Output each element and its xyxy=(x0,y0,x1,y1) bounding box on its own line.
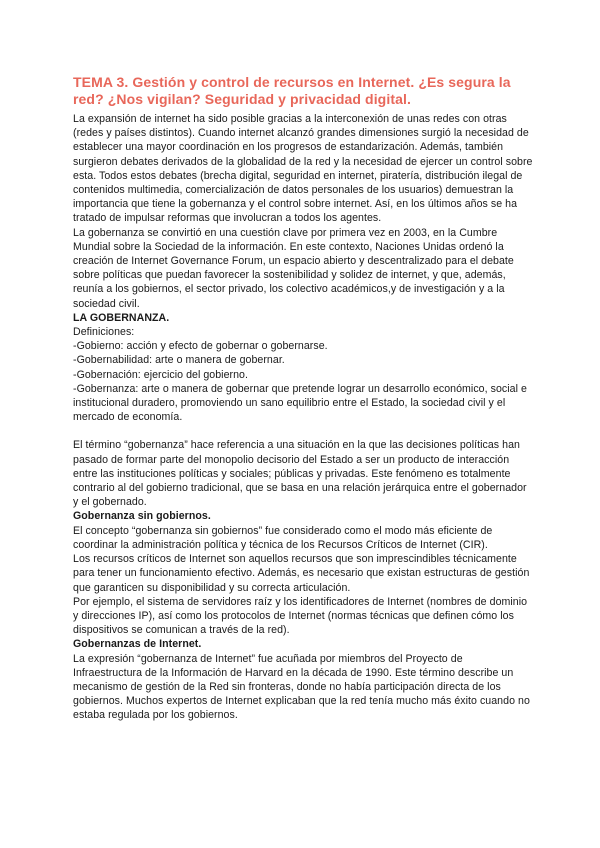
intro-paragraph-1: La expansión de internet ha sido posible gracias a la interconexión de unas redes con otras (redes y países distintos). Cuando internet alcanzó grandes dimensiones surgió la necesidad de establecer una mayor coordinación en los progresos de estandarización. Además, también surgieron debates derivados de la globalidad de la red y la necesidad de ejercer un control sobre esta. Todos estos debates (brecha digital, seguridad en internet, piratería, distribución ilegal de contenidos multimedia, comercialización de datos personales de los usuarios) demuestran la importancia que tiene la gobernanza y el control sobre internet. Así, en los últimos años se ha tratado de impulsar reformas que involucran a todos los agentes. xyxy=(73,113,533,225)
section-heading-sin-gobiernos: Gobernanza sin gobiernos. xyxy=(73,510,211,523)
section-heading-gobernanzas-internet: Gobernanzas de Internet. xyxy=(73,638,202,651)
document-body xyxy=(73,74,533,723)
gobernanza-paragraph: El término “gobernanza” hace referencia a una situación en la que las decisiones políticas han pasado de formar parte del monopolio decisorio del Estado a ser un producto de interacción entre las instituciones políticas y sociales; públicas y privadas. Este fenómeno es totalmente contrario al del gobierno tradicional, que se basa en una relación jerárquica entre el gobernador y el gobernado. xyxy=(73,439,527,509)
definition-item: -Gobernación: ejercicio del gobierno. xyxy=(73,368,248,381)
definition-item: -Gobernanza: arte o manera de gobernar que pretende lograr un desarrollo económico, social e institucional duradero, promoviendo un sano equilibrio entre el Estado, la sociedad civil y el mercado de economía. xyxy=(73,382,527,424)
section-heading-gobernanza: LA GOBERNANZA. xyxy=(73,311,170,324)
intro-paragraph-2: La gobernanza se convirtió en una cuestión clave por primera vez en 2003, en la Cumbre Mundial sobre la Sociedad de la información. En este contexto, Naciones Unidas ordenó la creación de Internet Governance Forum, un espacio abierto y descentralizado para el debate sobre políticas que puedan favorecer la sostenibilidad y solidez de internet, y que, además, reunía a los gobiernos, el sector privado, los colectivo académicos,y de investigación y a la sociedad civil. xyxy=(73,226,514,310)
sin-gobiernos-paragraph-3: Por ejemplo, el sistema de servidores raíz y los identificadores de Internet (nombres de dominio y direcciones IP), así como los protocolos de Internet (normas técnicas que definen cómo los dispositivos se comunican a través de la red). xyxy=(73,595,528,637)
gobernanzas-internet-paragraph: La expresión “gobernanza de Internet” fue acuñada por miembros del Proyecto de Infraestructura de la Información de Harvard en la década de 1990. Este término describe un mecanismo de gestión de la Red sin fronteras, donde no había participación directa de los gobiernos. Muchos expertos de Internet explicaban que la red tenía mucho más éxito cuando no estaba regulada por los gobiernos. xyxy=(73,652,530,722)
sin-gobiernos-paragraph-2: Los recursos críticos de Internet son aquellos recursos que son imprescindibles técnicamente para tener un funcionamiento efectivo. Además, es necesario que existan estructuras de gestión que garanticen su disponibilidad y su correcta articulación. xyxy=(73,553,530,594)
definition-item: -Gobernabilidad: arte o manera de gobernar. xyxy=(73,354,285,367)
paragraph-spacer xyxy=(73,424,533,438)
sin-gobiernos-paragraph-1: El concepto “gobernanza sin gobiernos” fue considerado como el modo más eficiente de coordinar la administración política y técnica de los Recursos Críticos de Internet (CIR). xyxy=(73,524,493,551)
page-title: TEMA 3. Gestión y control de recursos en Internet. ¿Es segura la red? ¿Nos vigilan? Seguridad y privacidad digital. xyxy=(73,74,511,107)
definition-item: -Gobierno: acción y efecto de gobernar o gobernarse. xyxy=(73,340,328,353)
definitions-label: Definiciones: xyxy=(73,326,135,339)
